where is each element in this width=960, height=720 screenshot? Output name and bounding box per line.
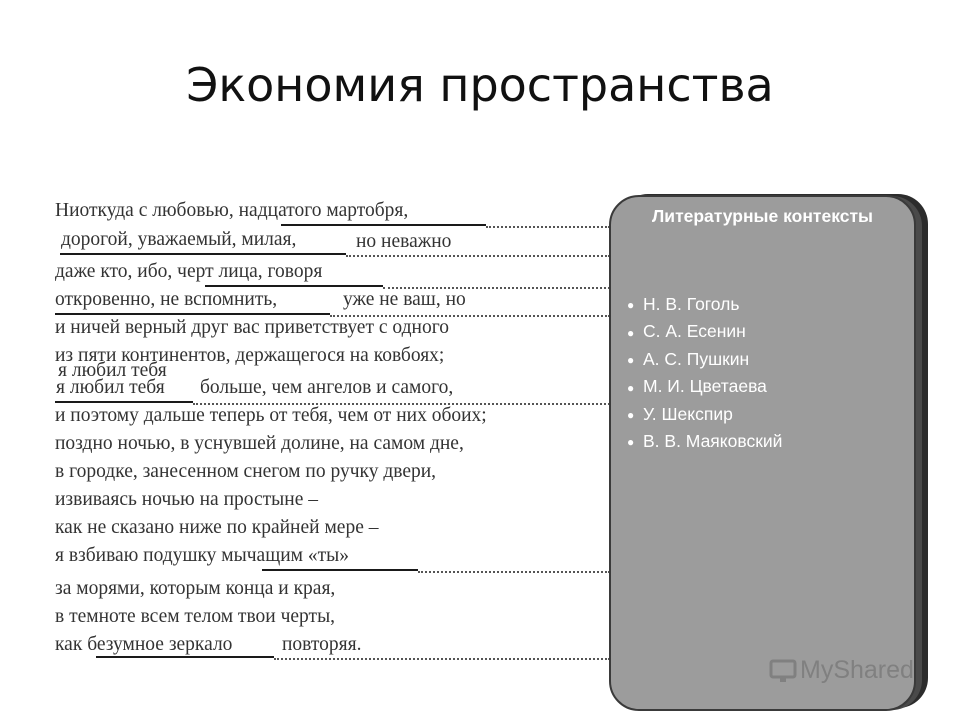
underline [281, 224, 486, 226]
list-item [627, 291, 782, 318]
poem-text: как [55, 634, 88, 655]
underline [55, 313, 330, 315]
poem-line: в городке, занесенном снегом по ручку двери, [55, 461, 437, 482]
bullet-icon: ● [627, 407, 635, 422]
poem-line [55, 545, 349, 567]
watermark-text: MyShared [800, 656, 914, 684]
underline [96, 656, 274, 658]
marked-phrase: я любил тебя [56, 377, 165, 398]
marked-phrase: безумное зеркало [87, 634, 233, 655]
poem-text: повторяя. [282, 634, 362, 655]
underline [60, 253, 346, 255]
list-item [627, 346, 782, 373]
marked-phrase: мычащим «ты» [221, 545, 349, 566]
dotted-connector [486, 226, 610, 228]
list-item [627, 318, 782, 345]
bullet-icon: ● [627, 353, 635, 368]
poem-text: больше, чем ангелов и самого, [200, 377, 454, 398]
poem-line: за морями, которым конца и края, [55, 578, 336, 599]
list-item [627, 428, 782, 455]
marked-phrase: надцатого мартобря, [238, 200, 409, 221]
marked-phrase: дорогой, уважаемый, милая, [61, 229, 297, 250]
poem-line: в темноте всем телом твои черты, [55, 606, 336, 627]
slide-title: Экономия пространства [186, 58, 774, 112]
author-name: М. И. Цветаева [643, 376, 767, 397]
poem-text: но неважно [356, 231, 452, 252]
list-item [627, 373, 782, 400]
underline [55, 401, 193, 403]
underline [205, 285, 383, 287]
bullet-icon: ● [627, 435, 635, 450]
poem-line [55, 261, 322, 283]
dotted-connector [274, 658, 610, 660]
bullet-icon: ● [627, 325, 635, 340]
bullet-icon: ● [627, 380, 635, 395]
marked-phrase: откровенно, не вспомнить, [55, 289, 278, 310]
dotted-connector [330, 315, 610, 317]
dotted-connector [383, 287, 610, 289]
poem-line: и ничей верный друг вас приветствует с одного [55, 317, 449, 338]
poem-line: поздно ночью, в уснувшей долине, на самом дне, [55, 433, 464, 454]
author-name: В. В. Маяковский [643, 430, 783, 451]
list-item [627, 401, 782, 428]
dotted-connector [193, 403, 610, 405]
bullet-icon: ● [627, 298, 635, 313]
poem-text: уже не ваш, но [343, 289, 466, 310]
floating-phrase: я любил тебя [58, 360, 167, 381]
poem-line [55, 200, 408, 222]
logo-icon [768, 658, 800, 684]
dotted-connector [418, 571, 610, 573]
dotted-connector [346, 255, 610, 257]
poem-text: Ниоткуда с любовью, [55, 200, 239, 221]
poem-line: извиваясь ночью на простыне – [55, 489, 318, 510]
watermark [768, 656, 914, 685]
poem-text: даже кто, ибо, [55, 261, 178, 282]
panel-title: Литературные контексты [652, 206, 873, 226]
marked-phrase: черт лица, говоря [177, 261, 323, 282]
poem-line [55, 634, 232, 656]
context-panel [609, 195, 916, 711]
underline [262, 569, 418, 571]
author-name: Н. В. Гоголь [643, 294, 740, 314]
author-name: У. Шекспир [643, 403, 733, 424]
author-name: С. А. Есенин [643, 321, 746, 342]
context-list [627, 291, 782, 455]
poem-line: из пяти континентов, держащегося на ковбоях; [55, 345, 445, 366]
author-name: А. С. Пушкин [643, 348, 750, 369]
poem-line: как не сказано ниже по крайней мере – [55, 517, 379, 538]
poem-line: и поэтому дальше теперь от тебя, чем от них обоих; [55, 405, 487, 426]
poem-text: я взбиваю подушку [55, 545, 222, 566]
